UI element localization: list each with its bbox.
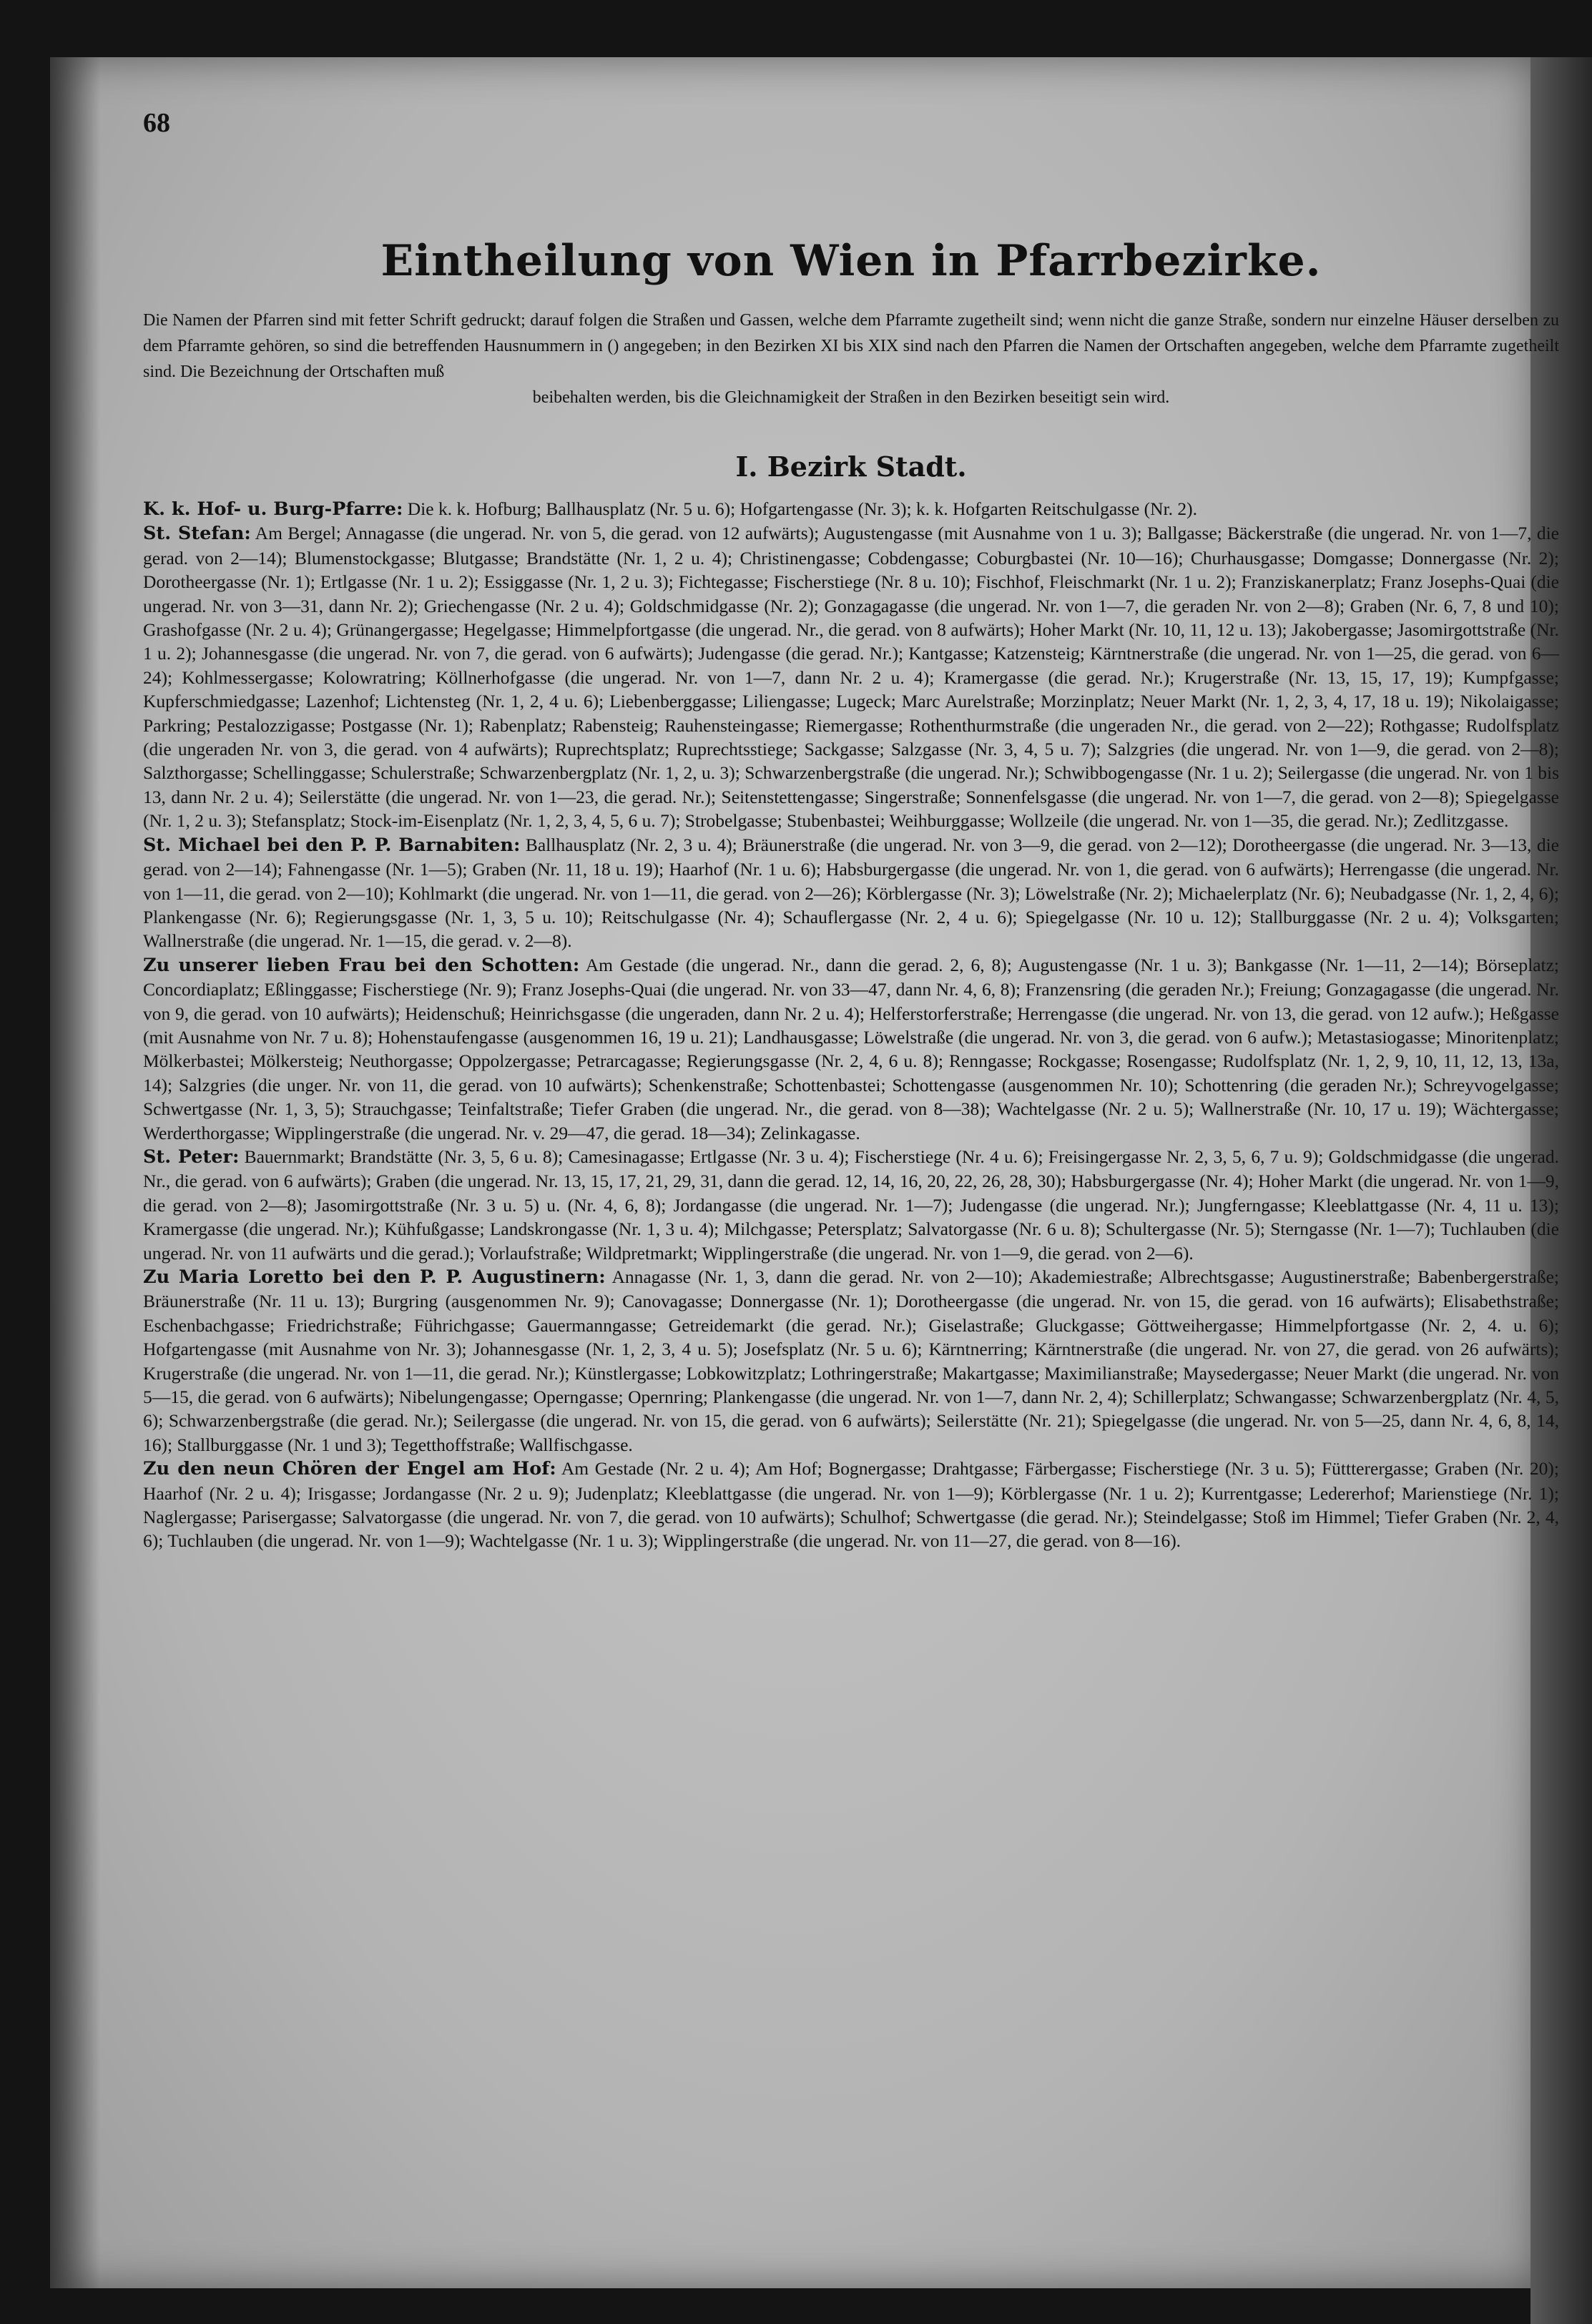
parish-name: Zu Maria Loretto bei den P. P. Augustinern: — [143, 1266, 606, 1288]
parish-name: St. Peter: — [143, 1146, 240, 1168]
parish-streets: Am Bergel; Annagasse (die ungerad. Nr. von 5, die gerad. von 12 aufwärts); Augustengasse (mit Ausnahme von 1 u. 3); Ballgasse; Bäckerstraße (die ungerad. Nr. von 1—7, die gerad. von 2—14); Blumenstockgasse; Blutgasse; Brandstätte (Nr. 1, 2 u. 4); Christinengasse; Cobdengasse; Coburgbastei (Nr. 10—16); Churhausgasse; Domgasse; Donnergasse (Nr. 2); Dorotheergasse (Nr. 1); Ertlgasse (Nr. 1 u. 2); Essiggasse (Nr. 1, 2 u. 3); Fichtegasse; Fischerstiege (Nr. 8 u. 10); Fischhof, Fleischmarkt (Nr. 1 u. 2); Franziskanerplatz; Franz Josephs-Quai (die ungerad. Nr. von 3—31, dann Nr. 2); Griechengasse (Nr. 2 u. 4); Goldschmidgasse (Nr. 2); Gonzagagasse (die ungerad. Nr. von 1—7, die geraden Nr. von 2—8); Graben (Nr. 6, 7, 8 und 10); Grashofgasse (Nr. 2 u. 4); Grünangergasse; Hegelgasse; Himmelpfortgasse (die ungerad. Nr., die gerad. von 8 aufwärts); Hoher Markt (Nr. 10, 11, 12 u. 13); Jakobergasse; Jasomirgottstraße (Nr. 1 u. 2); Johannesgasse (die ungerad. Nr. von 7, die gerad. von 6 aufwärts); Judengasse (die gerad. Nr.); Kantgasse; Katzensteig; Kärntnerstraße (die ungerad. Nr. von 1—25, die gerad. von 6—24); Kohlmessergasse; Kolowratring; Köllnerhofgasse (die ungerad. Nr. von 1—7, dann Nr. 2 u. 4); Kramergasse (die gerad. Nr.); Krugerstraße (Nr. 13, 15, 17, 19); Kumpfgasse; Kupferschmiedgasse; Lazenhof; Lichtensteg (Nr. 1, 2, 4 u. 6); Liebenberggasse; Liliengasse; Lugeck; Marc Aurelstraße; Morzinplatz; Neuer Markt (Nr. 1, 2, 3, 4, 17, 18 u. 19); Nikolaigasse; Parkring; Pestalozzigasse; Postgasse (Nr. 1); Rabenplatz; Rabensteig; Rauhensteingasse; Riemergasse; Rothenthurmstraße (die ungeraden Nr., die gerad. von 2—22); Rothgasse; Rudolfsplatz (die ungeraden Nr. von 3, die gerad. von 4 aufwärts); Ruprechtsplatz; Ruprechtsstiege; Sackgasse; Salzgasse (Nr. 3, 4, 5 u. 7); Salzgries (die ungerad. Nr. von 1—9, die gerad. von 2—8); Salzthorgasse; Schellinggasse; Schulerstraße; Schwarzenbergplatz (Nr. 1, 2, u. 3); Schwarzenbergstraße (die ungerad. Nr.); Schwibbogengasse (Nr. 1 u. 2); Seilergasse (die ungerad. Nr. von 1 bis 13, dann Nr. 2 u. 4); Seilerstätte (die ungerad. Nr. von 1—23, die gerad. Nr.); Seitenstettengasse; Singerstraße; Sonnenfelsgasse (die ungerad. Nr. von 1—7, die gerad. von 2—8); Spiegelgasse (Nr. 1, 2 u. 3); Stefansplatz; Stock-im-Eisenplatz (Nr. 1, 2, 3, 4, 5, 6 u. 7); Strobelgasse; Stubenbastei; Weihburggasse; Wollzeile (die ungerad. Nr. von 1—35, die gerad. Nr.); Zedlitzgasse. — [143, 523, 1559, 832]
parish-streets: Die k. k. Hofburg; Ballhausplatz (Nr. 5 u. 6); Hofgartengasse (Nr. 3); k. k. Hofgarten Reitschulgasse (Nr. 2). — [403, 498, 1198, 519]
parish-entry-st-michael — [143, 833, 1559, 953]
parish-streets: Am Gestade (die ungerad. Nr., dann die gerad. 2, 6, 8); Augustengasse (Nr. 1 u. 3); Bankgasse (Nr. 1—11, 2—14); Börseplatz; Concordiaplatz; Eßlinggasse; Fischerstiege (Nr. 9); Franz Josephs-Quai (die ungerad. Nr. von 33—47, dann Nr. 4, 6, 8); Franzensring (die geraden Nr.); Freiung; Gonzagagasse (die ungerad. Nr. von 9, die gerad. von 10 aufwärts); Heidenschuß; Heinrichsgasse (die ungeraden, dann Nr. 2 u. 4); Helferstorferstraße; Herrengasse (die ungerad. Nr. von 13, die gerad. von 12 aufw.); Heßgasse (mit Ausnahme von Nr. 7 u. 8); Hohenstaufengasse (ausgenommen 16, 19 u. 21); Landhausgasse; Löwelstraße (die ungerad. Nr. von 3, die gerad. von 6 aufw.); Metastasiogasse; Minoritenplatz; Mölkerbastei; Mölkersteig; Neuthorgasse; Oppolzergasse; Petrarcagasse; Regierungsgasse (Nr. 2, 4, 6 u. 8); Renngasse; Rockgasse; Rosengasse; Rudolfsplatz (Nr. 1, 2, 9, 10, 11, 12, 13, 13a, 14); Salzgries (die unger. Nr. von 11, die gerad. von 10 aufwärts); Schenkenstraße; Schottenbastei; Schottengasse (ausgenommen Nr. 10); Schottenring (die geraden Nr.); Schreyvogelgasse; Schwertgasse (Nr. 1, 3, 5); Strauchgasse; Teinfaltstraße; Tiefer Graben (die ungerad. Nr., die gerad. von 8—38); Wachtelgasse (Nr. 2 u. 5); Wallnerstraße (Nr. 10, 17 u. 19); Wächtergasse; Werderthorgasse; Wipplingerstraße (die ungerad. Nr. v. 29—47, die gerad. 18—34); Zelinkagasse. — [143, 954, 1560, 1143]
page-number: 68 — [143, 108, 170, 138]
parish-entry-schotten — [143, 953, 1559, 1145]
parish-name: St. Stefan: — [143, 523, 251, 545]
parish-streets: Bauernmarkt; Brandstätte (Nr. 3, 5, 6 u. 8); Camesinagasse; Ertlgasse (Nr. 3 u. 4); Fischerstiege (Nr. 4 u. 6); Freisingergasse Nr. 2, 3, 5, 6, 7 u. 9); Goldschmidgasse (die ungerad. Nr., die gerad. von 6 aufwärts); Graben (die ungerad. Nr. 13, 15, 17, 21, 29, 31, dann die gerad. 12, 14, 16, 20, 22, 26, 28, 30); Habsburgergasse (Nr. 4); Hoher Markt (die ungerad. Nr. von 1—9, die gerad. von 2—8); Jasomirgottstraße (Nr. 3 u. 5) u. (Nr. 4, 6, 8); Jordangasse (die ungerad. Nr. 1—7); Judengasse (die ungerad. Nr.); Jungferngasse; Kleeblattgasse (Nr. 4, 11 u. 13); Kramergasse (die ungerad. Nr.); Kühfußgasse; Landskrongasse (Nr. 1, 3 u. 4); Milchgasse; Petersplatz; Salvatorgasse (Nr. 6 u. 8); Schultergasse (Nr. 5); Sterngasse (Nr. 1—7); Tuchlauben (die ungerad. Nr. von 11 aufwärts und die gerad.); Vorlaufstraße; Wildpretmarkt; Wipplingerstraße (die ungerad. Nr. von 1—9, die gerad. von 2—6). — [143, 1146, 1559, 1264]
intro-last-line: beibehalten werden, bis die Gleichnamigkeit der Straßen in den Bezirken beseitigt sein wird. — [532, 388, 1170, 407]
parish-entry-am-hof — [143, 1457, 1559, 1553]
section-heading: I. Bezirk Stadt. — [735, 450, 967, 483]
parish-entry-st-peter — [143, 1145, 1559, 1265]
parish-list — [143, 497, 1559, 1553]
parish-name: K. k. Hof- u. Burg-Pfarre: — [143, 498, 403, 520]
parish-streets: Annagasse (Nr. 1, 3, dann die gerad. Nr. von 2—10); Akademiestraße; Albrechtsgasse; Augustinerstraße; Babenbergerstraße; Bräunerstraße (Nr. 11 u. 13); Burgring (ausgenommen Nr. 9); Canovagasse; Donnergasse (Nr. 1); Dorotheergasse (die ungerad. Nr. von 15, die gerad. von 16 aufwärts); Elisabethstraße; Eschenbachgasse; Friedrichstraße; Führichgasse; Gauermanngasse; Getreidemarkt (die gerad. Nr.); Giselastraße; Gluckgasse; Göttweihergasse; Himmelpfortgasse (Nr. 2, 4. u. 6); Hofgartengasse (mit Ausnahme von Nr. 3); Johannesgasse (Nr. 1, 2, 3, 4 u. 5); Josefsplatz (Nr. 5 u. 6); Kärntnerring; Kärntnerstraße (die ungerad. Nr. von 27, die gerad. von 26 aufwärts); Krugerstraße (die ungerad. Nr. von 1—11, die gerad. Nr.); Künstlergasse; Lobkowitzplatz; Lothringerstraße; Makartgasse; Maximilianstraße; Maysedergasse; Neuer Markt (die ungerad. Nr. von 5—15, die gerad. von 6 aufwärts); Nibelungengasse; Operngasse; Opernring; Plankengasse (die ungerad. Nr. von 1—7, dann Nr. 2, 4); Schillerplatz; Schwangasse; Schwarzenbergplatz (Nr. 4, 5, 6); Schwarzenbergstraße (die gerad. Nr.); Seilergasse (die ungerad. Nr. von 15, die gerad. von 6 aufwärts); Seilerstätte (Nr. 21); Spiegelgasse (die ungerad. Nr. von 5—25, dann Nr. 4, 6, 8, 14, 16); Stallburggasse (Nr. 1 und 3); Tegetthoffstraße; Wallfischgasse. — [143, 1266, 1559, 1455]
parish-entry-hofpfarre — [143, 497, 1559, 521]
parish-name: Zu unserer lieben Frau bei den Schotten: — [143, 954, 580, 976]
page-spine-shadow — [50, 57, 100, 2288]
parish-streets: Ballhausplatz (Nr. 2, 3 u. 4); Bräunerstraße (die ungerad. Nr. von 3—9, die gerad. von 2—12); Dorotheergasse (die ungerad. Nr. 3—13, die gerad. von 2—14); Fahnengasse (Nr. 1—5); Graben (Nr. 11, 18 u. 19); Haarhof (Nr. 1 u. 6); Habsburgergasse (die ungerad. Nr. von 1, die gerad. von 6 aufwärts); Herrengasse (die ungerad. Nr. von 1—11, die gerad. von 2—10); Kohlmarkt (die ungerad. Nr. von 1—11, die gerad. von 2—26); Körblergasse (Nr. 3); Löwelstraße (Nr. 2); Michaelerplatz (Nr. 6); Neubadgasse (Nr. 1, 2, 4, 6); Plankengasse (Nr. 6); Regierungsgasse (Nr. 1, 3, 5 u. 10); Reitschulgasse (Nr. 4); Schauflergasse (Nr. 2, 4 u. 6); Spiegelgasse (Nr. 10 u. 12); Stallburggasse (Nr. 2 u. 4); Volksgarten; Wallnerstraße (die ungerad. Nr. 1—15, die gerad. v. 2—8). — [143, 834, 1559, 952]
intro-paragraph — [143, 307, 1559, 410]
parish-entry-maria-loretto — [143, 1265, 1559, 1457]
parish-entry-st-stefan — [143, 521, 1559, 832]
parish-streets: Am Gestade (Nr. 2 u. 4); Am Hof; Bognergasse; Drahtgasse; Färbergasse; Fischerstiege (Nr. 3 u. 5); Füttterergasse; Graben (Nr. 20); Haarhof (Nr. 2 u. 4); Irisgasse; Jordangasse (Nr. 2 u. 9); Judenplatz; Kleeblattgasse (die ungerad. Nr. von 1—9); Körblergasse (Nr. 1 u. 2); Kurrentgasse; Ledererhof; Marienstiege (Nr. 1); Naglergasse; Parisergasse; Salvatorgasse (die ungerad. Nr. von 7, die gerad. von 10 aufwärts); Schulhof; Schwertgasse (die gerad. Nr.); Steindelgasse; Stoß im Himmel; Tiefer Graben (Nr. 2, 4, 6); Tuchlauben (die ungerad. Nr. von 1—9); Wachtelgasse (Nr. 1 u. 3); Wipplingerstraße (die ungerad. Nr. von 11—27, die gerad. von 8—16). — [143, 1458, 1559, 1552]
page-title: Eintheilung von Wien in Pfarrbezirke. — [380, 236, 1322, 286]
parish-name: Zu den neun Chören der Engel am Hof: — [143, 1458, 556, 1480]
parish-name: St. Michael bei den P. P. Barnabiten: — [143, 834, 521, 856]
intro-body: Die Namen der Pfarren sind mit fetter Schrift gedruckt; darauf folgen die Straßen und Gassen, welche dem Pfarramte zugetheilt sind; wenn nicht die ganze Straße, sondern nur einzelne Häuser derselben zu dem Pfarramte gehören, so sind die betreffenden Hausnummern in () angegeben; in den Bezirken XI bis XIX sind nach den Pfarren die Namen der Ortschaften angegeben, welche dem Pfarramte zugetheilt sind. Die Bezeichnung der Ortschaften muß — [143, 311, 1559, 381]
page-content — [143, 100, 1559, 2160]
